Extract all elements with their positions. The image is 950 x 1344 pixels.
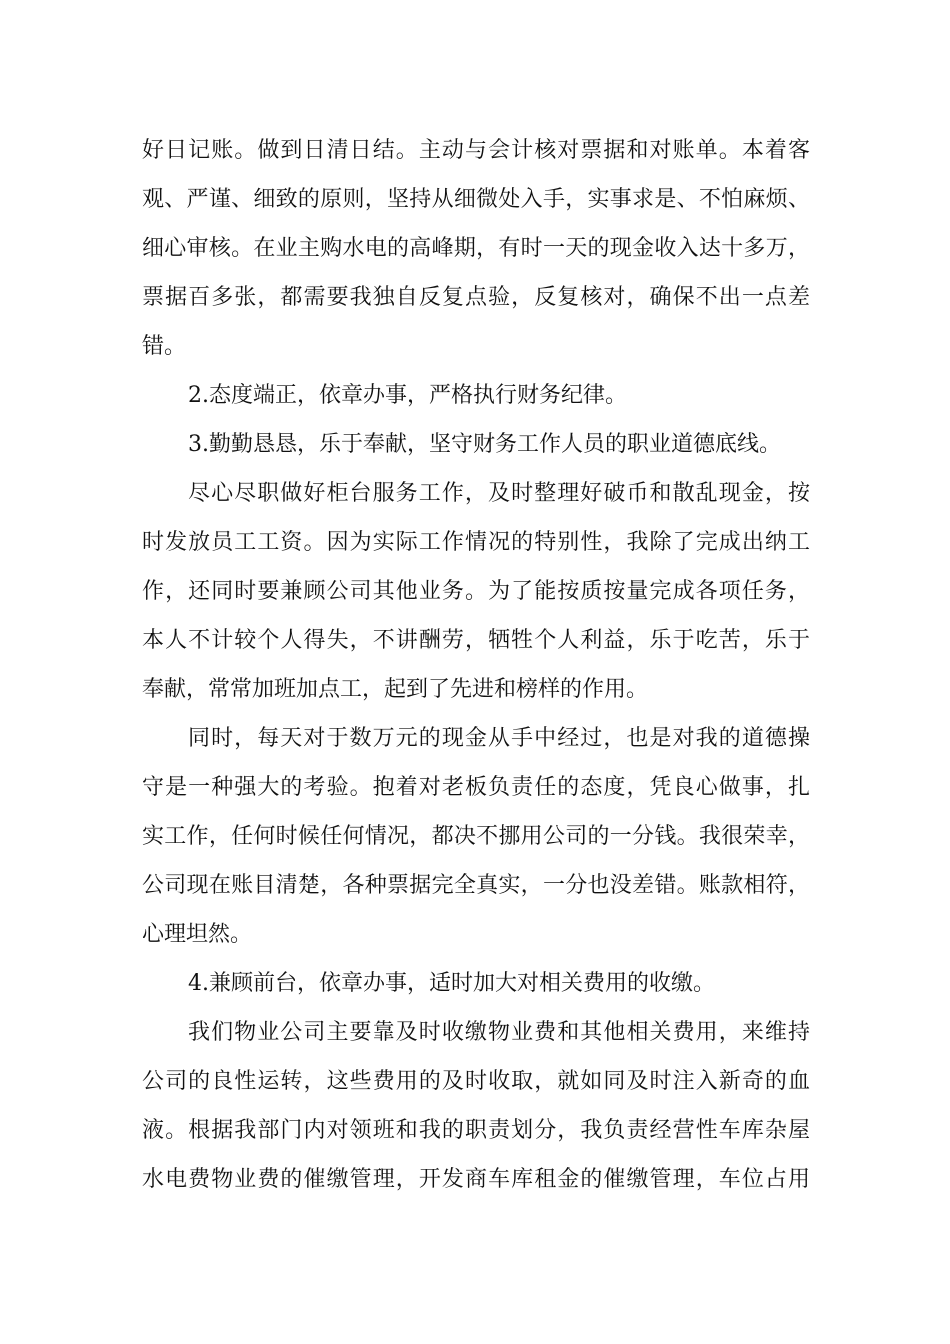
text-line: 作，还同时要兼顾公司其他业务。为了能按质按量完成各项任务， (142, 579, 810, 604)
text-line: 液。根据我部门内对领班和我的职责划分，我负责经营性车库杂屋 (142, 1118, 810, 1143)
text-line: 实工作，任何时候任何情况，都决不挪用公司的一分钱。我很荣幸， (142, 824, 810, 849)
paragraph (142, 126, 810, 371)
paragraph (142, 1008, 810, 1204)
text-line: 好日记账。做到日清日结。主动与会计核对票据和对账单。本着客 (142, 138, 810, 163)
text-line: 时发放员工工资。因为实际工作情况的特别性，我除了完成出纳工 (142, 530, 810, 555)
text-line: 奉献，常常加班加点工，起到了先进和榜样的作用。 (142, 677, 649, 702)
text-line: 公司的良性运转，这些费用的及时收取，就如同及时注入新奇的血 (142, 1069, 810, 1094)
text-line: 票据百多张，都需要我独自反复点验，反复核对，确保不出一点差 (142, 285, 810, 310)
paragraph (142, 371, 810, 420)
text-line: 水电费物业费的催缴管理，开发商车库租金的催缴管理，车位占用 (142, 1167, 810, 1192)
text-line: 心理坦然。 (142, 922, 253, 947)
text-line: 错。 (142, 334, 187, 359)
text-line: 同时，每天对于数万元的现金从手中经过，也是对我的道德操 (188, 726, 810, 751)
text-line: 守是一种强大的考验。抱着对老板负责任的态度，凭良心做事，扎 (142, 775, 810, 800)
paragraph (142, 469, 810, 714)
text-line: 本人不计较个人得失，不讲酬劳，牺牲个人利益，乐于吃苦，乐于 (142, 628, 810, 653)
list-heading: 3.勤勤恳恳，乐于奉献，坚守财务工作人员的职业道德底线。 (188, 432, 781, 457)
text-line: 尽心尽职做好柜台服务工作，及时整理好破币和散乱现金，按 (188, 481, 810, 506)
paragraph (142, 420, 810, 469)
text-line: 公司现在账目清楚，各种票据完全真实，一分也没差错。账款相符， (142, 873, 810, 898)
text-line: 观、严谨、细致的原则，坚持从细微处入手，实事求是、不怕麻烦、 (142, 187, 810, 212)
paragraph (142, 959, 810, 1008)
text-line: 细心审核。在业主购水电的高峰期，有时一天的现金收入达十多万， (142, 236, 810, 261)
document-body (142, 126, 810, 1204)
text-line: 我们物业公司主要靠及时收缴物业费和其他相关费用，来维持 (188, 1020, 810, 1045)
list-heading: 2.态度端正，依章办事，严格执行财务纪律。 (188, 383, 627, 408)
list-heading: 4.兼顾前台，依章办事，适时加大对相关费用的收缴。 (188, 971, 715, 996)
paragraph (142, 714, 810, 959)
